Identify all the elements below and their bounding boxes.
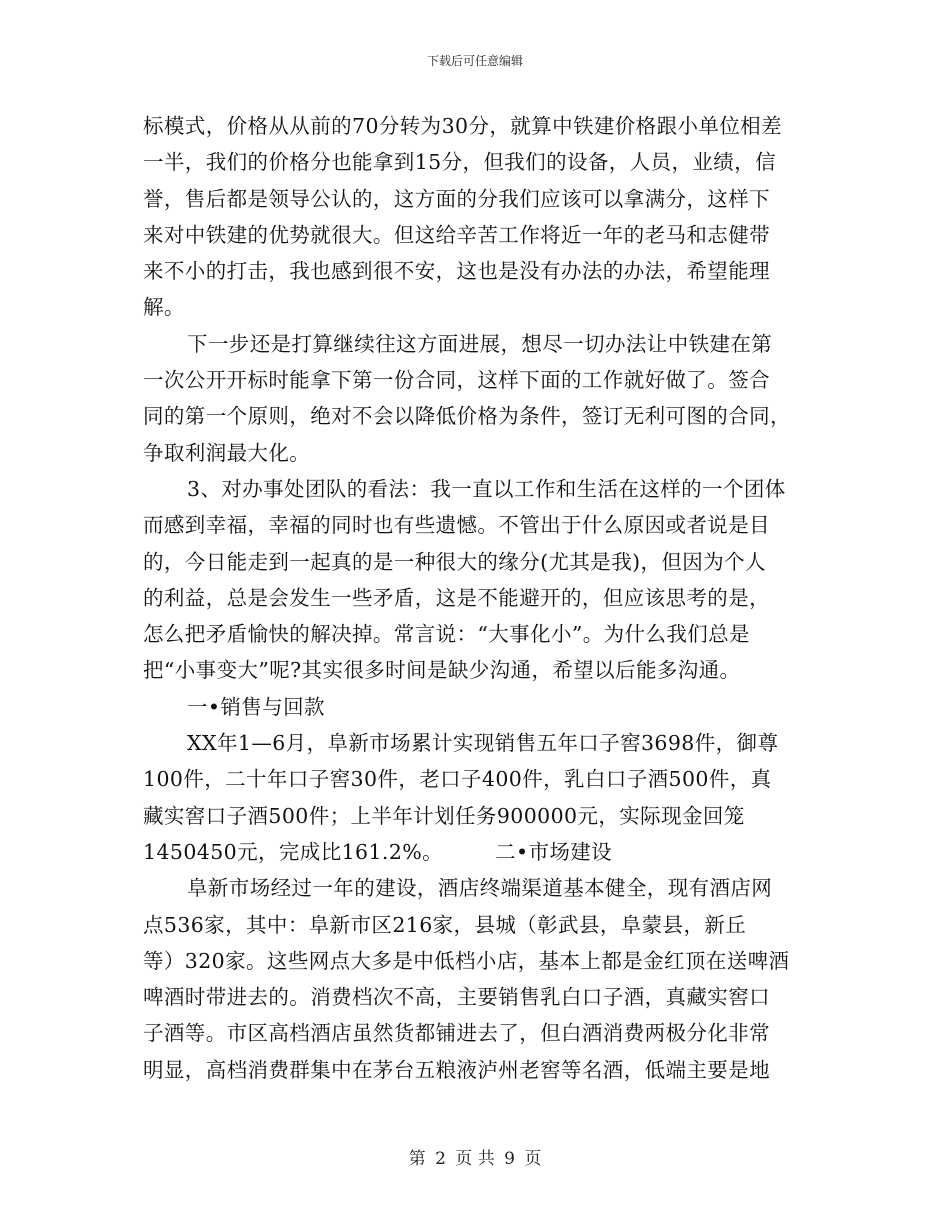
text-line: 的，今日能走到一起真的是一种很大的缘分(尤其是我)，但因为个人 — [143, 549, 766, 574]
page-total: 9 — [504, 1149, 515, 1169]
text-line: 藏实窖口子酒500件；上半年计划任务900000元，实际现金回笼 — [143, 803, 745, 828]
text-line: 子酒等。市区高档酒店虽然货都铺进去了，但白酒消费两极分化非常 — [143, 1021, 770, 1046]
text-line: 100件，二十年口子窖30件，老口子400件，乳白口子酒500件，真 — [143, 767, 772, 792]
text-line: 争取利润最大化。 — [143, 440, 311, 465]
text-line: 把“小事变大”呢?其实很多时间是缺少沟通，希望以后能多沟通。 — [143, 658, 741, 683]
paragraph-first-line: XX年1—6月，阜新市场累计实现销售五年口子窖3698件，御尊 — [187, 731, 779, 756]
text-line: 标模式，价格从从前的70分转为30分，就算中铁建价格跟小单位相差 — [143, 114, 782, 138]
text-line: 誉，售后都是领导公认的，这方面的分我们应该可以拿满分，这样下 — [143, 186, 770, 211]
page-header: 下载后可任意编辑 — [426, 54, 523, 68]
text-line: 的利益，总是会发生一些矛盾，这是不能避开的，但应该思考的是， — [143, 585, 770, 610]
text-line: 怎么把矛盾愉快的解决掉。常言说：“大事化小”。为什么我们总是 — [143, 622, 750, 647]
text-line: 点536家，其中：阜新市区216家，县城（彰武县，阜蒙县，新丘 — [143, 912, 747, 937]
paragraph-first-line: 下一步还是打算继续往这方面进展，想尽一切办法让中铁建在第 — [187, 331, 773, 356]
text-line: 同的第一个原则，绝对不会以降低价格为条件，签订无利可图的合同， — [143, 404, 791, 429]
page-label-prefix: 第 — [408, 1149, 426, 1169]
text-line — [143, 834, 807, 870]
text-line-segment: 1450450元，完成比161.2%。 — [143, 839, 444, 864]
text-line: 而感到幸福，幸福的同时也有些遗憾。不管出于什么原因或者说是目 — [143, 513, 770, 538]
page-label-suffix: 页 — [524, 1149, 542, 1169]
paragraph-first-line: 阜新市场经过一年的建设，酒店终端渠道基本健全，现有酒店网 — [187, 876, 773, 901]
document-body — [143, 108, 807, 1088]
text-line: 一次公开开标时能拿下第一份合同，这样下面的工作就好做了。签合 — [143, 368, 770, 393]
section-heading-sales: 一•销售与回款 — [187, 694, 325, 719]
text-line: 一半，我们的价格分也能拿到15分，但我们的设备，人员，业绩，信 — [143, 150, 776, 175]
text-line: 啤酒时带进去的。消费档次不高，主要销售乳白口子酒，真藏实窖口 — [143, 985, 770, 1010]
text-line: 等）320家。这些网点大多是中低档小店，基本上都是金红顶在送啤酒 — [143, 948, 790, 973]
text-line: 明显，高档消费群集中在茅台五粮液泸州老窖等名酒，低端主要是地 — [143, 1057, 770, 1082]
page-current: 2 — [435, 1149, 446, 1169]
text-line: 解。 — [143, 295, 185, 320]
section-heading-market: 二•市场建设 — [495, 839, 613, 864]
text-line: 来不小的打击，我也感到很不安，这也是没有办法的办法，希望能理 — [143, 259, 770, 284]
page-footer — [0, 1144, 950, 1169]
paragraph-first-line: 3、对办事处团队的看法：我一直以工作和生活在这样的一个团体 — [187, 476, 786, 501]
page-label-mid: 页 共 — [455, 1149, 495, 1169]
text-line: 来对中铁建的优势就很大。但这给辛苦工作将近一年的老马和志健带 — [143, 222, 770, 247]
